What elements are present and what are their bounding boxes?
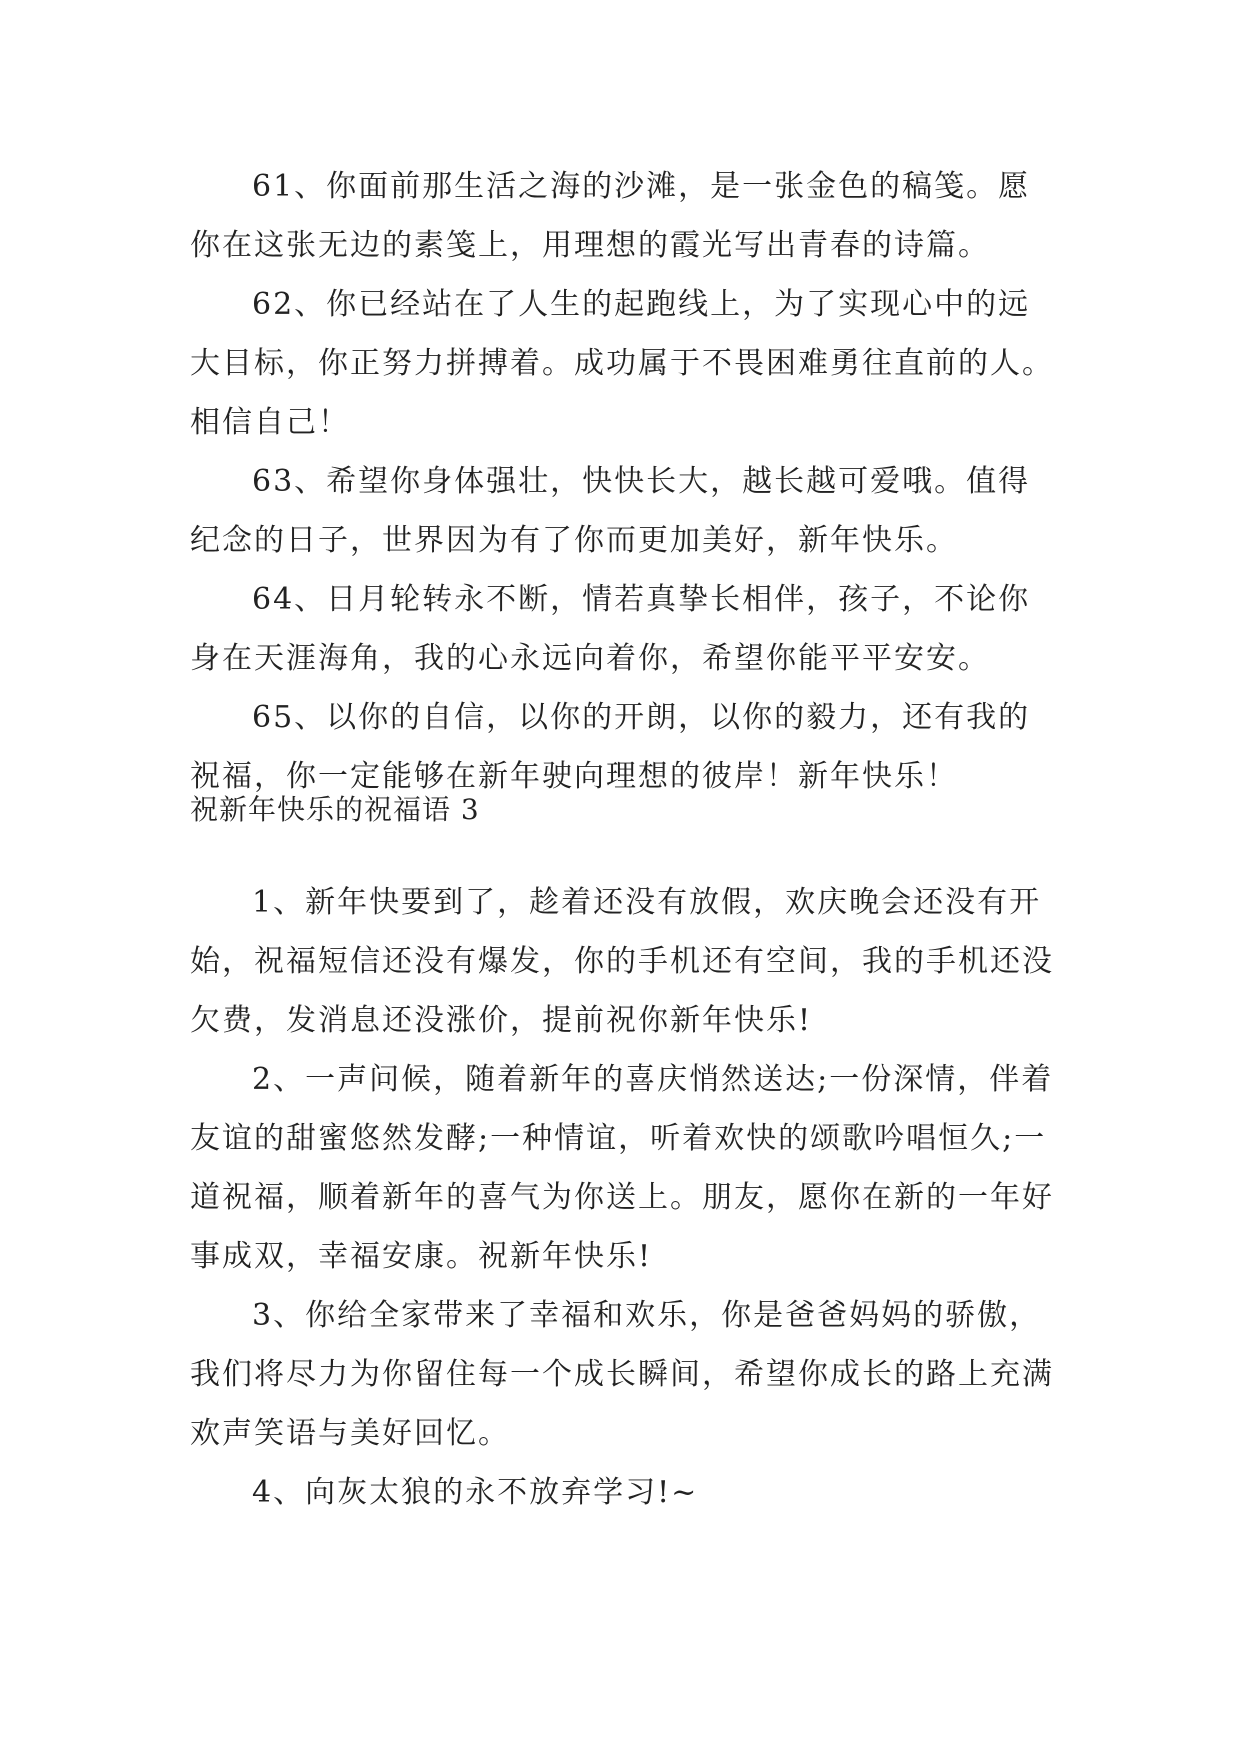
paragraph-61: 61、你面前那生活之海的沙滩，是一张金色的稿笺。愿你在这张无边的素笺上，用理想的霞光写出青春的诗篇。 (190, 169, 1031, 263)
paragraph-64: 64、日月轮转永不断，情若真挚长相伴，孩子，不论你身在天涯海角，我的心永远向着你，希望你能平平安安。 (190, 582, 1031, 676)
section-heading: 祝新年快乐的祝福语 3 (190, 793, 480, 826)
blessing-list-b (190, 873, 1060, 1522)
blessing-list-a (190, 157, 1060, 806)
paragraph-63: 63、希望你身体强壮，快快长大，越长越可爱哦。值得纪念的日子，世界因为有了你而更加美好，新年快乐。 (190, 464, 1031, 558)
paragraph-2: 2、一声问候，随着新年的喜庆悄然送达;一份深情，伴着友谊的甜蜜悠然发酵;一种情谊，听着欢快的颂歌吟唱恒久;一道祝福，顺着新年的喜气为你送上。朋友，愿你在新的一年好事成双，幸福安康。祝新年快乐! (190, 1062, 1054, 1274)
paragraph-65: 65、以你的自信，以你的开朗，以你的毅力，还有我的祝福，你一定能够在新年驶向理想的彼岸！新年快乐！ (190, 700, 1031, 794)
paragraph-4: 4、向灰太狼的永不放弃学习!~ (252, 1475, 699, 1510)
paragraph-3: 3、你给全家带来了幸福和欢乐，你是爸爸妈妈的骄傲，我们将尽力为你留住每一个成长瞬间，希望你成长的路上充满欢声笑语与美好回忆。 (190, 1298, 1054, 1451)
paragraph-1: 1、新年快要到了，趁着还没有放假，欢庆晚会还没有开始，祝福短信还没有爆发，你的手机还有空间，我的手机还没欠费，发消息还没涨价，提前祝你新年快乐! (190, 885, 1054, 1038)
paragraph-62: 62、你已经站在了人生的起跑线上，为了实现心中的远大目标，你正努力拼搏着。成功属于不畏困难勇往直前的人。相信自己！ (190, 287, 1054, 440)
